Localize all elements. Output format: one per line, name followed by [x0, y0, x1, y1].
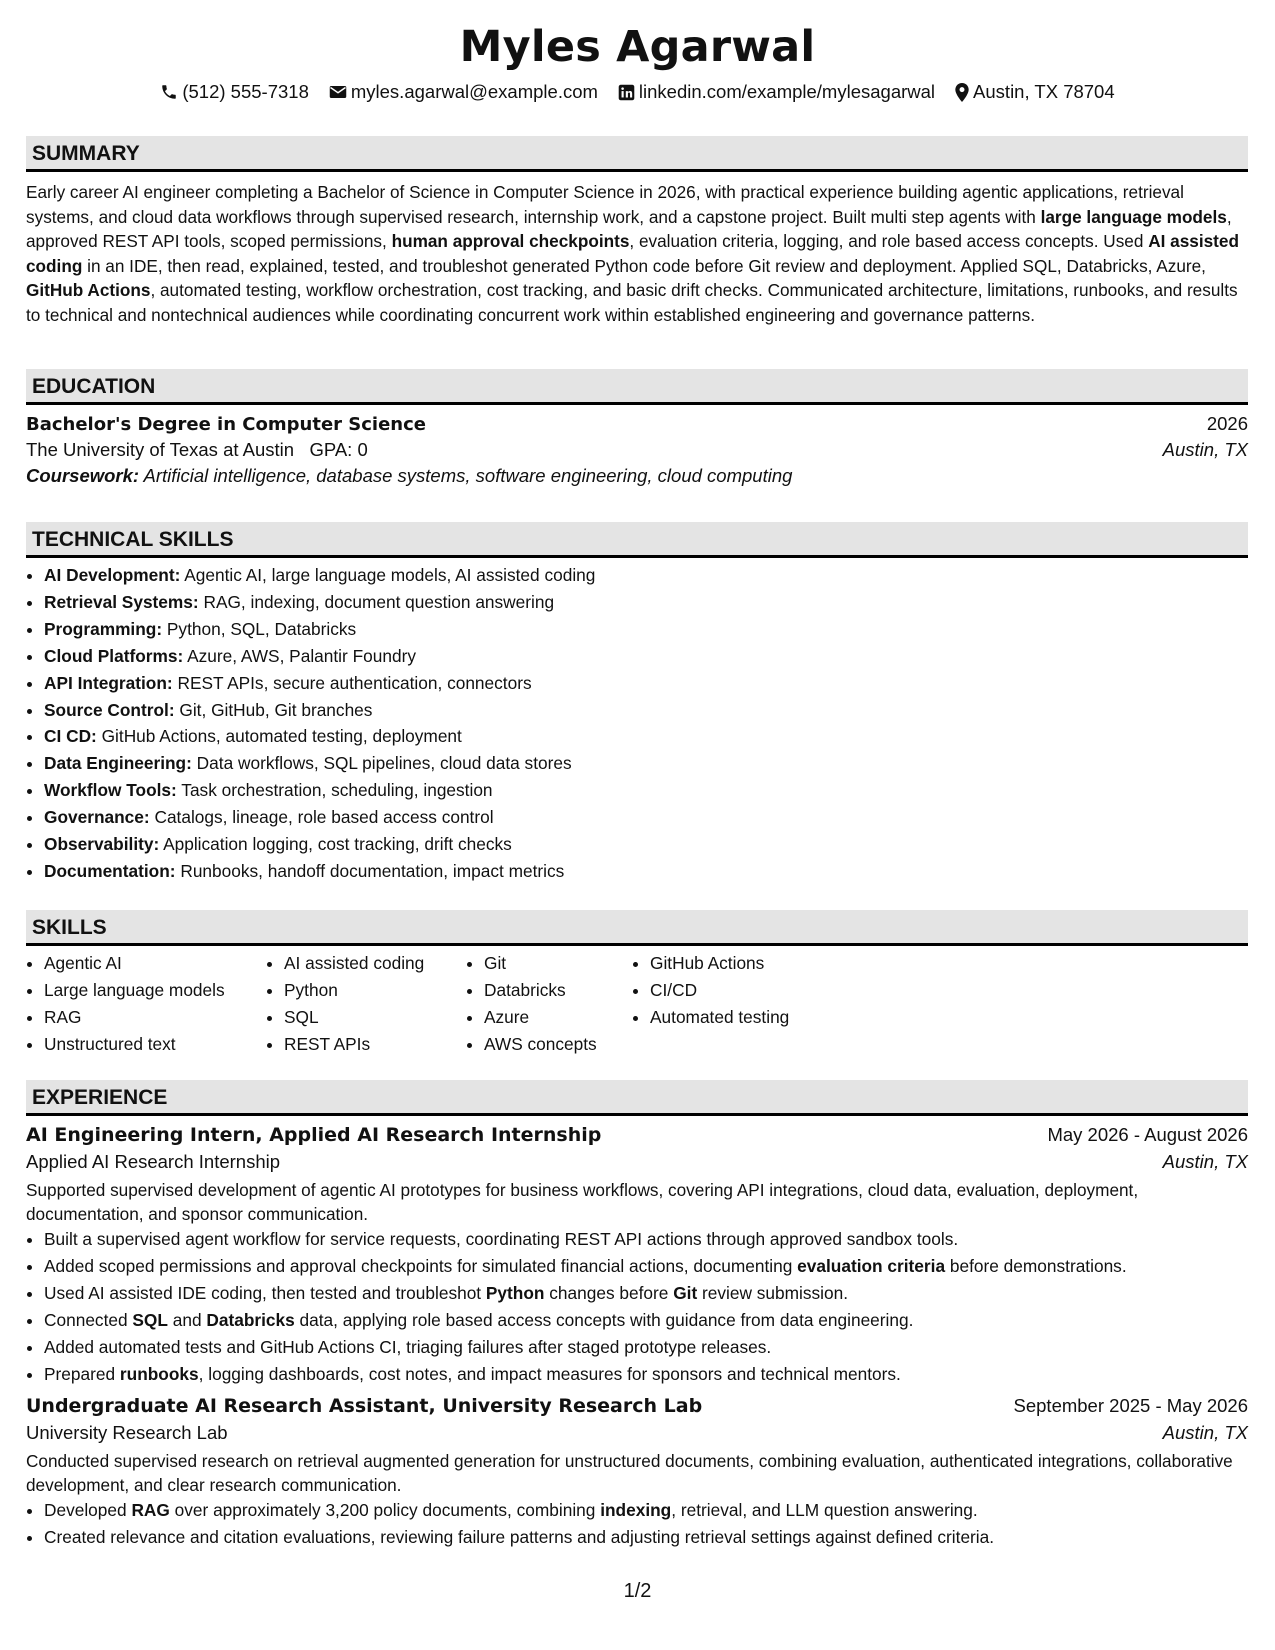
list-item: • Azure: [484, 1004, 632, 1031]
list-item: • Developed RAG over approximately 3,200 policy documents, combining indexing, retrieval, and LLM question answering.: [44, 1497, 1248, 1524]
list-item: • Automated testing: [650, 1004, 870, 1031]
experience-heading: EXPERIENCE: [26, 1080, 1248, 1116]
education-row-school: [26, 439, 1248, 461]
job-bullets: [26, 1497, 1248, 1551]
list-item: • Connected SQL and Databricks data, applying role based access concepts with guidance from data engineering.: [44, 1307, 1248, 1334]
list-item: • RAG: [44, 1004, 266, 1031]
job-summary: Conducted supervised research on retrieval augmented generation for unstructured documents, combining evaluation, authenticated integrations, collaborative development, and clear research communication.: [26, 1451, 1233, 1495]
summary-section: [26, 136, 1248, 327]
school-name: The University of Texas at Austin: [26, 439, 295, 460]
contact-email: [329, 81, 598, 103]
gpa: GPA: 0: [309, 439, 368, 460]
candidate-name: Myles Agarwal: [459, 22, 816, 72]
job-title: AI Engineering Intern, Applied AI Research Internship: [26, 1124, 602, 1146]
skills-column-3: [466, 950, 632, 1058]
list-item: • API Integration: REST APIs, secure authentication, connectors: [44, 670, 1248, 697]
list-item: • Programming: Python, SQL, Databricks: [44, 616, 1248, 643]
technical-skills-list: [26, 562, 1248, 885]
experience-section: [26, 1080, 1248, 1551]
job-subheader: [26, 1422, 1248, 1444]
list-item: • AI Development: Agentic AI, large language models, AI assisted coding: [44, 562, 1248, 589]
list-item: • Large language models: [44, 977, 266, 1004]
job-entry: [26, 1124, 1248, 1387]
list-item: • Source Control: Git, GitHub, Git branches: [44, 697, 1248, 724]
job-location: Austin, TX: [1162, 1151, 1248, 1172]
technical-skills-section: [26, 522, 1248, 885]
list-item: • GitHub Actions: [650, 950, 870, 977]
list-item: • Python: [284, 977, 466, 1004]
map-pin-icon: [955, 83, 969, 102]
list-item: • Git: [484, 950, 632, 977]
list-item: • Unstructured text: [44, 1031, 266, 1058]
coursework-text: Artificial intelligence, database systems, software engineering, cloud computing: [139, 465, 793, 486]
contact-linkedin: [618, 81, 935, 103]
job-org: Applied AI Research Internship: [26, 1151, 281, 1172]
list-item: • Added scoped permissions and approval checkpoints for simulated financial actions, documenting evaluation criteria before demonstrations.: [44, 1253, 1248, 1280]
list-item: • SQL: [284, 1004, 466, 1031]
list-item: • Built a supervised agent workflow for service requests, coordinating REST API actions through approved sandbox tools.: [44, 1226, 1248, 1253]
skills-section: [26, 910, 1248, 1058]
job-bullets: [26, 1226, 1248, 1387]
skills-column-1: [26, 950, 266, 1058]
job-header: [26, 1124, 1248, 1146]
list-item: • Cloud Platforms: Azure, AWS, Palantir Foundry: [44, 643, 1248, 670]
list-item: • CI/CD: [650, 977, 870, 1004]
summary-text: Early career AI engineer completing a Bachelor of Science in Computer Science in 2026, with practical experience building agentic applications, retrieval systems, and cloud data workflows through supervised research, internship work, and a capstone project. Built multi step agents with large language models, approved REST API tools, scoped permissions, human approval checkpoints, evaluation criteria, logging, and role based access concepts. Used AI assisted coding in an IDE, then read, explained, tested, and troubleshot generated Python code before Git review and deployment. Applied SQL, Databricks, Azure, GitHub Actions, automated testing, workflow orchestration, cost tracking, and basic drift checks. Communicated architecture, limitations, runbooks, and results to technical and nontechnical audiences while coordinating concurrent work within established engineering and governance patterns.: [26, 182, 1239, 325]
degree-title: Bachelor's Degree in Computer Science: [26, 414, 426, 435]
education-row-degree: [26, 413, 1248, 435]
job-entry: [26, 1395, 1248, 1551]
list-item: • Used AI assisted IDE coding, then tested and troubleshot Python changes before Git review submission.: [44, 1280, 1248, 1307]
list-item: • Agentic AI: [44, 950, 266, 977]
location-text: Austin, TX 78704: [973, 81, 1115, 102]
coursework-label: Coursework:: [26, 465, 140, 486]
job-dates: September 2025 - May 2026: [1013, 1395, 1248, 1417]
degree-year: 2026: [1206, 413, 1248, 434]
contact-bar: [0, 81, 1275, 103]
school-location: Austin, TX: [1162, 439, 1248, 460]
list-item: • Retrieval Systems: RAG, indexing, document question answering: [44, 589, 1248, 616]
skills-grid: [26, 950, 1248, 1058]
envelope-icon: [329, 84, 347, 100]
list-item: • Workflow Tools: Task orchestration, scheduling, ingestion: [44, 777, 1248, 804]
list-item: • CI CD: GitHub Actions, automated testing, deployment: [44, 723, 1248, 750]
linkedin-link[interactable]: linkedin.com/example/mylesagarwal: [638, 81, 936, 102]
contact-location: [955, 81, 1115, 103]
job-location: Austin, TX: [1162, 1422, 1248, 1444]
phone-text: (512) 555-7318: [182, 81, 309, 102]
list-item: • Databricks: [484, 977, 632, 1004]
education-section: [26, 369, 1248, 487]
job-dates: May 2026 - August 2026: [1047, 1124, 1248, 1145]
list-item: • Documentation: Runbooks, handoff documentation, impact metrics: [44, 858, 1248, 885]
job-subheader: [26, 1151, 1248, 1173]
skills-heading: SKILLS: [26, 910, 1248, 946]
list-item: • Created relevance and citation evaluations, reviewing failure patterns and adjusting retrieval settings against defined criteria.: [44, 1524, 1248, 1551]
list-item: • Governance: Catalogs, lineage, role based access control: [44, 804, 1248, 831]
job-header: [26, 1395, 1248, 1417]
list-item: • Prepared runbooks, logging dashboards, cost notes, and impact measures for sponsors and technical mentors.: [44, 1361, 1248, 1388]
job-title: Undergraduate AI Research Assistant, University Research Lab: [26, 1395, 703, 1418]
phone-icon: [160, 83, 178, 101]
list-item: • REST APIs: [284, 1031, 466, 1058]
list-item: • AWS concepts: [484, 1031, 632, 1058]
coursework: [26, 465, 1248, 487]
job-org: University Research Lab: [26, 1422, 228, 1444]
linkedin-icon: [618, 84, 635, 101]
list-item: • AI assisted coding: [284, 950, 466, 977]
skills-column-4: [632, 950, 870, 1058]
list-item: • Added automated tests and GitHub Actions CI, triaging failures after staged prototype releases.: [44, 1334, 1248, 1361]
list-item: • Observability: Application logging, cost tracking, drift checks: [44, 831, 1248, 858]
email-link[interactable]: myles.agarwal@example.com: [350, 81, 598, 102]
technical-skills-heading: TECHNICAL SKILLS: [26, 522, 1248, 558]
skills-column-2: [266, 950, 466, 1058]
school-line: [26, 439, 368, 461]
page-number: 1/2: [623, 1580, 652, 1602]
summary-heading: SUMMARY: [26, 136, 1248, 172]
education-heading: EDUCATION: [26, 369, 1248, 405]
contact-phone: [160, 81, 309, 103]
job-summary: Supported supervised development of agentic AI prototypes for business workflows, covering API integrations, cloud data, evaluation, deployment, documentation, and sponsor communication.: [26, 1180, 1139, 1224]
list-item: • Data Engineering: Data workflows, SQL pipelines, cloud data stores: [44, 750, 1248, 777]
